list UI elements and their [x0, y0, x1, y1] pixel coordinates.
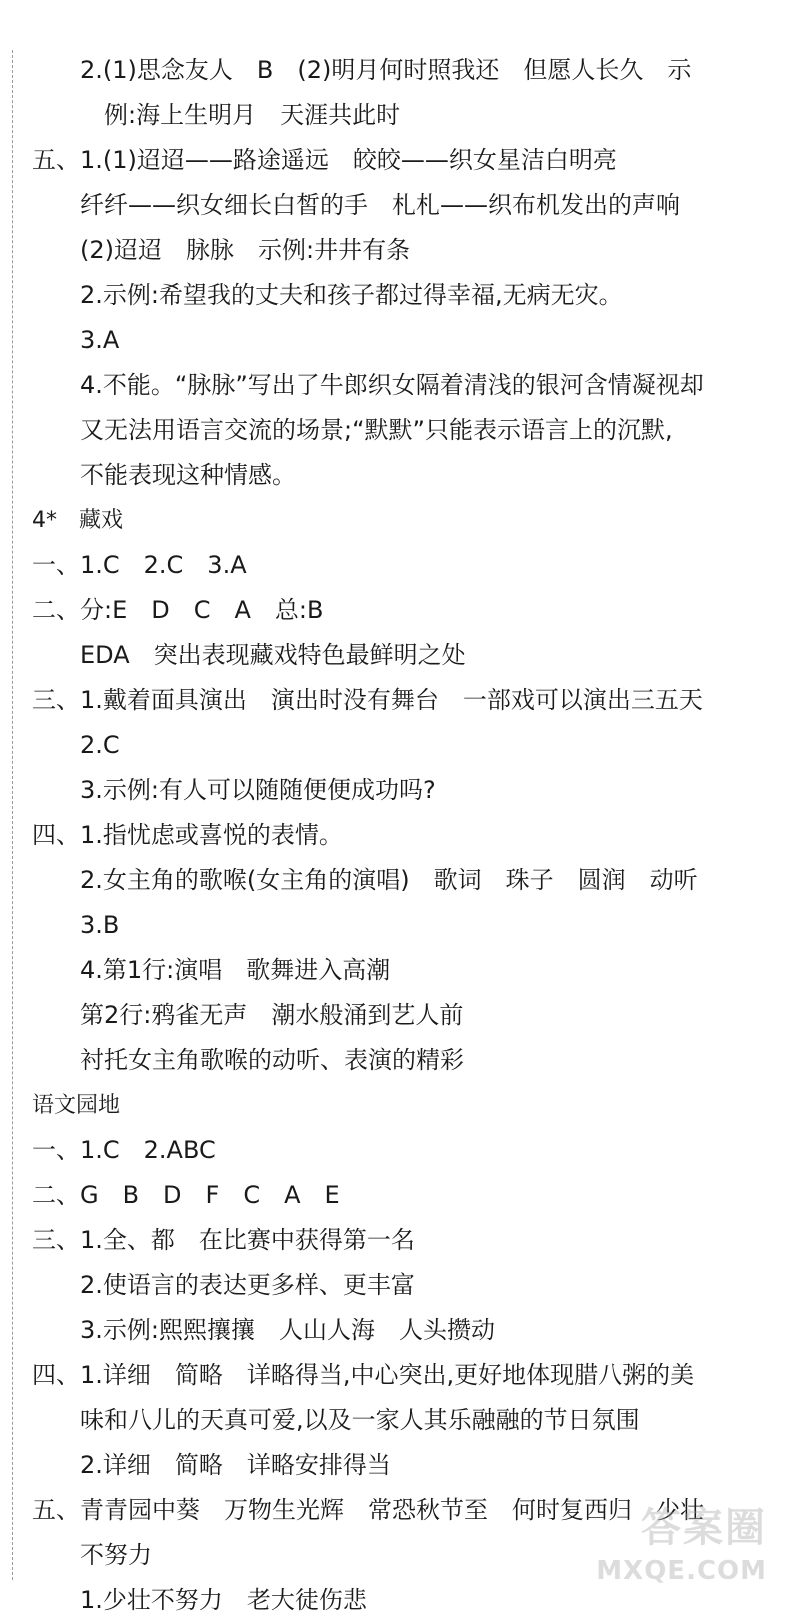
line-9: 又无法用语言交流的场景;“默默”只能表示语言上的沉默, — [80, 416, 673, 444]
line-2: 例:海上生明月 天涯共此时 — [104, 101, 401, 129]
section-heading-zangxi: 4* 藏戏 — [32, 508, 123, 533]
line-22: 第2行:鸦雀无声 潮水般涌到艺人前 — [80, 1001, 464, 1029]
line-17: 3.示例:有人可以随随便便成功吗? — [80, 776, 436, 804]
line-26: 二、G B D F C A E — [32, 1181, 340, 1209]
line-1: 2.(1)思念友人 B (2)明月何时照我还 但愿人长久 示 — [80, 56, 692, 84]
line-20: 3.B — [80, 911, 120, 939]
line-27: 三、1.全、都 在比赛中获得第一名 — [32, 1226, 415, 1254]
line-15: 三、1.戴着面具演出 演出时没有舞台 一部戏可以演出三五天 — [32, 686, 703, 714]
line-33: 五、青青园中葵 万物生光辉 常恐秋节至 何时复西归 少壮 — [32, 1496, 704, 1524]
section-heading-yuwenyuandi: 语文园地 — [32, 1093, 121, 1118]
binding-margin-line — [12, 50, 13, 1580]
line-16: 2.C — [80, 731, 120, 759]
line-31: 味和八儿的天真可爱,以及一家人其乐融融的节日氛围 — [80, 1406, 640, 1434]
line-4: 纤纤——织女细长白皙的手 札札——织布机发出的声响 — [80, 191, 680, 219]
line-5: (2)迢迢 脉脉 示例:井井有条 — [80, 236, 411, 264]
line-13: 二、分:E D C A 总:B — [32, 596, 324, 624]
line-25: 一、1.C 2.ABC — [32, 1136, 216, 1164]
line-14: EDA 突出表现藏戏特色最鲜明之处 — [80, 641, 466, 669]
line-32: 2.详细 简略 详略安排得当 — [80, 1451, 391, 1479]
watermark-url-text: MXQE.COM — [596, 1556, 767, 1586]
line-28: 2.使语言的表达更多样、更丰富 — [80, 1271, 415, 1299]
line-18: 四、1.指忧虑或喜悦的表情。 — [32, 821, 343, 849]
line-8: 4.不能。“脉脉”写出了牛郎织女隔着清浅的银河含情凝视却 — [80, 371, 704, 399]
watermark-logo-text: 答案圈 — [641, 1505, 767, 1551]
line-6: 2.示例:希望我的丈夫和孩子都过得幸福,无病无灾。 — [80, 281, 623, 309]
line-21: 4.第1行:演唱 歌舞进入高潮 — [80, 956, 391, 984]
line-12: 一、1.C 2.C 3.A — [32, 551, 247, 579]
site-watermark — [587, 1496, 767, 1586]
line-23: 衬托女主角歌喉的动听、表演的精彩 — [80, 1046, 464, 1074]
line-10: 不能表现这种情感。 — [80, 461, 296, 489]
line-29: 3.示例:熙熙攘攘 人山人海 人头攒动 — [80, 1316, 495, 1344]
line-19: 2.女主角的歌喉(女主角的演唱) 歌词 珠子 圆润 动听 — [80, 866, 698, 894]
line-7: 3.A — [80, 326, 120, 354]
answer-content — [32, 48, 772, 1623]
line-34: 不努力 — [80, 1541, 152, 1569]
line-35: 1.少壮不努力 老大徒伤悲 — [80, 1586, 367, 1614]
line-3: 五、1.(1)迢迢——路途遥远 皎皎——织女星洁白明亮 — [32, 146, 617, 174]
line-30: 四、1.详细 简略 详略得当,中心突出,更好地体现腊八粥的美 — [32, 1361, 695, 1389]
